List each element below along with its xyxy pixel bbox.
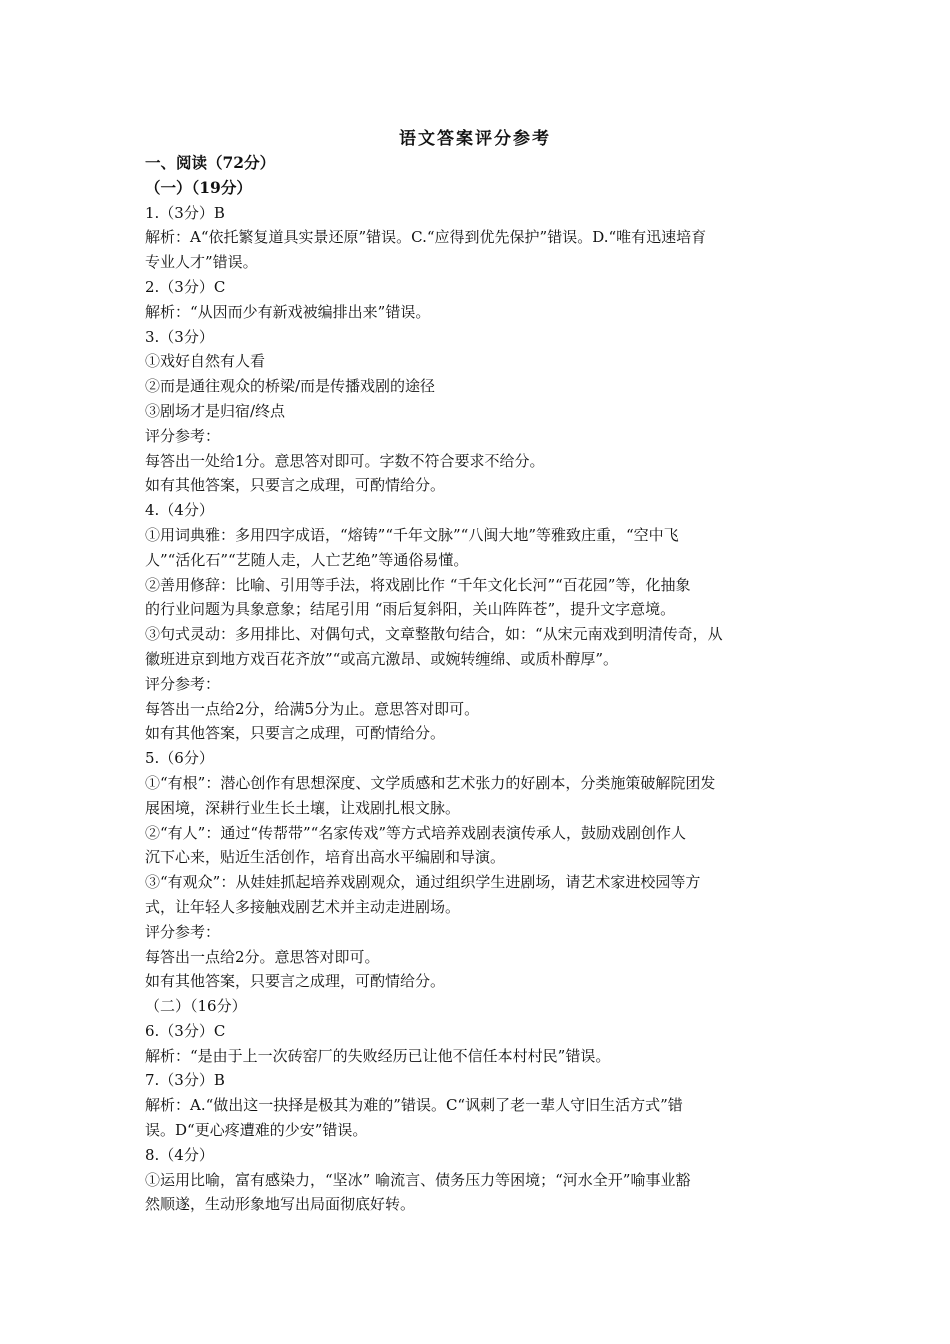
text-line: 每答出一点给2分，给满5分为止。意思答对即可。	[145, 699, 480, 718]
text-line: 如有其他答案，只要言之成理，可酌情给分。	[145, 972, 446, 991]
document-title: 语文答案评分参考	[399, 129, 551, 149]
text-line: 每答出一处给1分。意思答对即可。字数不符合要求不给分。	[145, 451, 545, 470]
text-line: 评分参考：	[145, 674, 221, 693]
text-line: 徽班进京到地方戏百花齐放”“或高亢激昂、或婉转缠绵、或质朴醇厚”。	[145, 649, 619, 668]
text-line: 解析：“从因而少有新戏被编排出来”错误。	[145, 302, 431, 321]
text-line: 式，让年轻人多接触戏剧艺术并主动走进剧场。	[145, 897, 461, 916]
text-line: ①用词典雅：多用四字成语，“熔铸”“千年文脉”“八闽大地”等雅致庄重，“空中飞	[145, 525, 679, 544]
text-line: 如有其他答案，只要言之成理，可酌情给分。	[145, 724, 446, 743]
answer-text-body	[145, 151, 810, 1217]
text-line: ①运用比喻，富有感染力，“坚冰” 喻流言、债务压力等困境；“河水全开”喻事业豁	[145, 1170, 691, 1189]
section-heading: （一）（19分）	[145, 177, 252, 197]
text-line: 评分参考：	[145, 426, 221, 445]
text-line: （二）（16分）	[145, 997, 247, 1016]
text-line: 评分参考：	[145, 922, 221, 941]
text-line: ③“有观众”：从娃娃抓起培养戏剧观众，通过组织学生进剧场，请艺术家进校园等方	[145, 873, 701, 892]
text-line: 7.（3分）B	[145, 1071, 225, 1090]
text-line: 如有其他答案，只要言之成理，可酌情给分。	[145, 476, 446, 495]
text-line: 1.（3分）B	[145, 203, 225, 222]
text-line: ③句式灵动：多用排比、对偶句式，文章整散句结合，如：“从宋元南戏到明清传奇，从	[145, 625, 723, 644]
text-line: 人”“活化石”“艺随人走，人亡艺绝”等通俗易懂。	[145, 550, 469, 569]
text-line: 解析：A.“做出这一抉择是极其为难的”错误。C“讽刺了老一辈人守旧生活方式”错	[145, 1096, 683, 1115]
text-line: ①“有根”：潜心创作有思想深度、文学质感和艺术张力的好剧本，分类施策破解院团发	[145, 773, 716, 792]
text-line: ②而是通往观众的桥梁/而是传播戏剧的途径	[145, 377, 436, 396]
text-line: 3.（3分）	[145, 327, 214, 346]
text-line: ①戏好自然有人看	[145, 352, 266, 371]
text-line: 2.（3分）C	[145, 277, 226, 296]
text-line: 误。D“更心疼遭难的少安”错误。	[145, 1121, 368, 1140]
text-line: 5.（6分）	[145, 749, 214, 768]
text-line: 沉下心来，贴近生活创作，培育出高水平编剧和导演。	[145, 848, 506, 867]
text-line: 专业人才”错误。	[145, 253, 258, 272]
text-line: ②善用修辞：比喻、引用等手法，将戏剧比作 “千年文化长河”“百花园”等，化抽象	[145, 575, 691, 594]
text-line: 6.（3分）C	[145, 1021, 226, 1040]
text-line: 解析：“是由于上一次砖窑厂的失败经历已让他不信任本村村民”错误。	[145, 1046, 611, 1065]
text-line: 每答出一点给2分。意思答对即可。	[145, 947, 380, 966]
text-line: 8.（4分）	[145, 1145, 214, 1164]
text-line: 的行业问题为具象意象；结尾引用 “雨后复斜阳，关山阵阵苍”，提升文字意境。	[145, 600, 676, 619]
text-line: 展困境，深耕行业生长土壤，让戏剧扎根文脉。	[145, 798, 461, 817]
text-line: ②“有人”：通过“传帮带”“名家传戏”等方式培养戏剧表演传承人，鼓励戏剧创作人	[145, 823, 687, 842]
text-line: ③剧场才是归宿/终点	[145, 401, 286, 420]
text-line: 4.（4分）	[145, 501, 214, 520]
section-heading: 一、阅读（72分）	[145, 153, 276, 172]
text-line: 解析：A“依托繁复道具实景还原”错误。C.“应得到优先保护”错误。D.“唯有迅速培育	[145, 228, 707, 247]
text-line: 然顺遂，生动形象地写出局面彻底好转。	[145, 1195, 416, 1214]
